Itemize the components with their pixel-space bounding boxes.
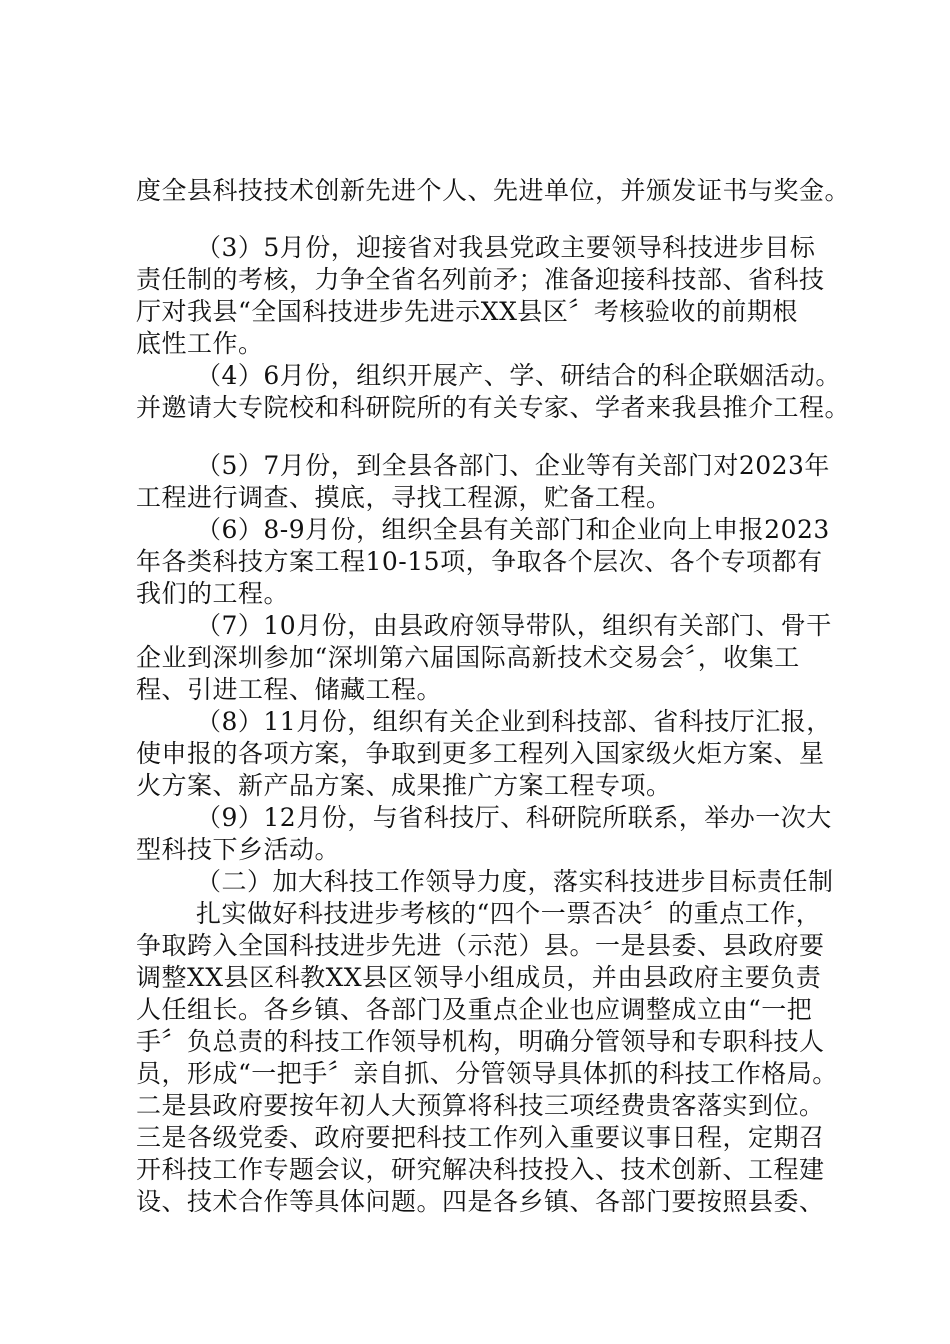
text-line: 人任组长。各乡镇、各部门及重点企业也应调整成立由“一把 [136,995,813,1024]
text-line: 并邀请大专院校和科研院所的有关专家、学者来我县推介工程。 [136,393,851,422]
text-line: （4）6月份，组织开展产、学、研结合的科企联姻活动。 [196,361,841,390]
text-line: （7）10月份，由县政府领导带队，组织有关部门、骨干 [196,611,832,640]
text-line: 二是县政府要按年初人大预算将科技三项经费贵客落实到位。 [136,1091,825,1120]
text-line: （5）7月份，到全县各部门、企业等有关部门对2023年 [196,451,830,480]
text-line: （9）12月份，与省科技厅、科研院所联系，举办一次大 [196,803,832,832]
text-line: 三是各级党委、政府要把科技工作列入重要议事日程，定期召 [136,1123,825,1152]
text-line: 手〞负总责的科技工作领导机构，明确分管领导和专职科技人 [136,1027,825,1056]
text-line: （8）11月份，组织有关企业到科技部、省科技厅汇报， [196,707,832,736]
text-line: 我们的工程。 [136,579,290,608]
text-line: 员，形成“一把手〞亲自抓、分管领导具体抓的科技工作格局。 [136,1059,838,1088]
text-line: 火方案、新产品方案、成果推广方案工程专项。 [136,771,672,800]
text-line: 工程进行调查、摸底，寻找工程源，贮备工程。 [136,483,672,512]
text-line: 型科技下乡活动。 [136,835,341,864]
text-line: （3）5月份，迎接省对我县党政主要领导科技进步目标 [196,233,816,262]
text-line: 程、引进工程、储藏工程。 [136,675,443,704]
text-line: 开科技工作专题会议，研究解决科技投入、技术创新、工程建 [136,1155,825,1184]
text-line: 调整XX县区科教XX县区领导小组成员，并由县政府主要负责 [136,963,822,992]
text-line: 争取跨入全国科技进步先进（示范）县。一是县委、县政府要 [136,931,825,960]
text-line: 使申报的各项方案，争取到更多工程列入国家级火炬方案、星 [136,739,825,768]
text-line: 厅对我县“全国科技进步先进示XX县区〞考核验收的前期根 [136,297,798,326]
text-line: 年各类科技方案工程10-15项，争取各个层次、各个专项都有 [136,547,823,576]
text-line: 底性工作。 [136,329,264,358]
text-line: 度全县科技技术创新先进个人、先进单位，并颁发证书与奖金。 [136,176,851,205]
text-line: 扎实做好科技进步考核的“四个一票否决〞的重点工作， [196,899,822,928]
section-heading: （二）加大科技工作领导力度，落实科技进步目标责任制 [196,867,834,896]
text-line: 设、技术合作等具体问题。四是各乡镇、各部门要按照县委、 [136,1187,825,1216]
text-line: （6）8-9月份，组织全县有关部门和企业向上申报2023 [196,515,830,544]
text-line: 企业到深圳参加“深圳第六届国际高新技术交易会〞，收集工 [136,643,800,672]
text-line: 责任制的考核，力争全省名列前矛；准备迎接科技部、省科技 [136,265,825,294]
